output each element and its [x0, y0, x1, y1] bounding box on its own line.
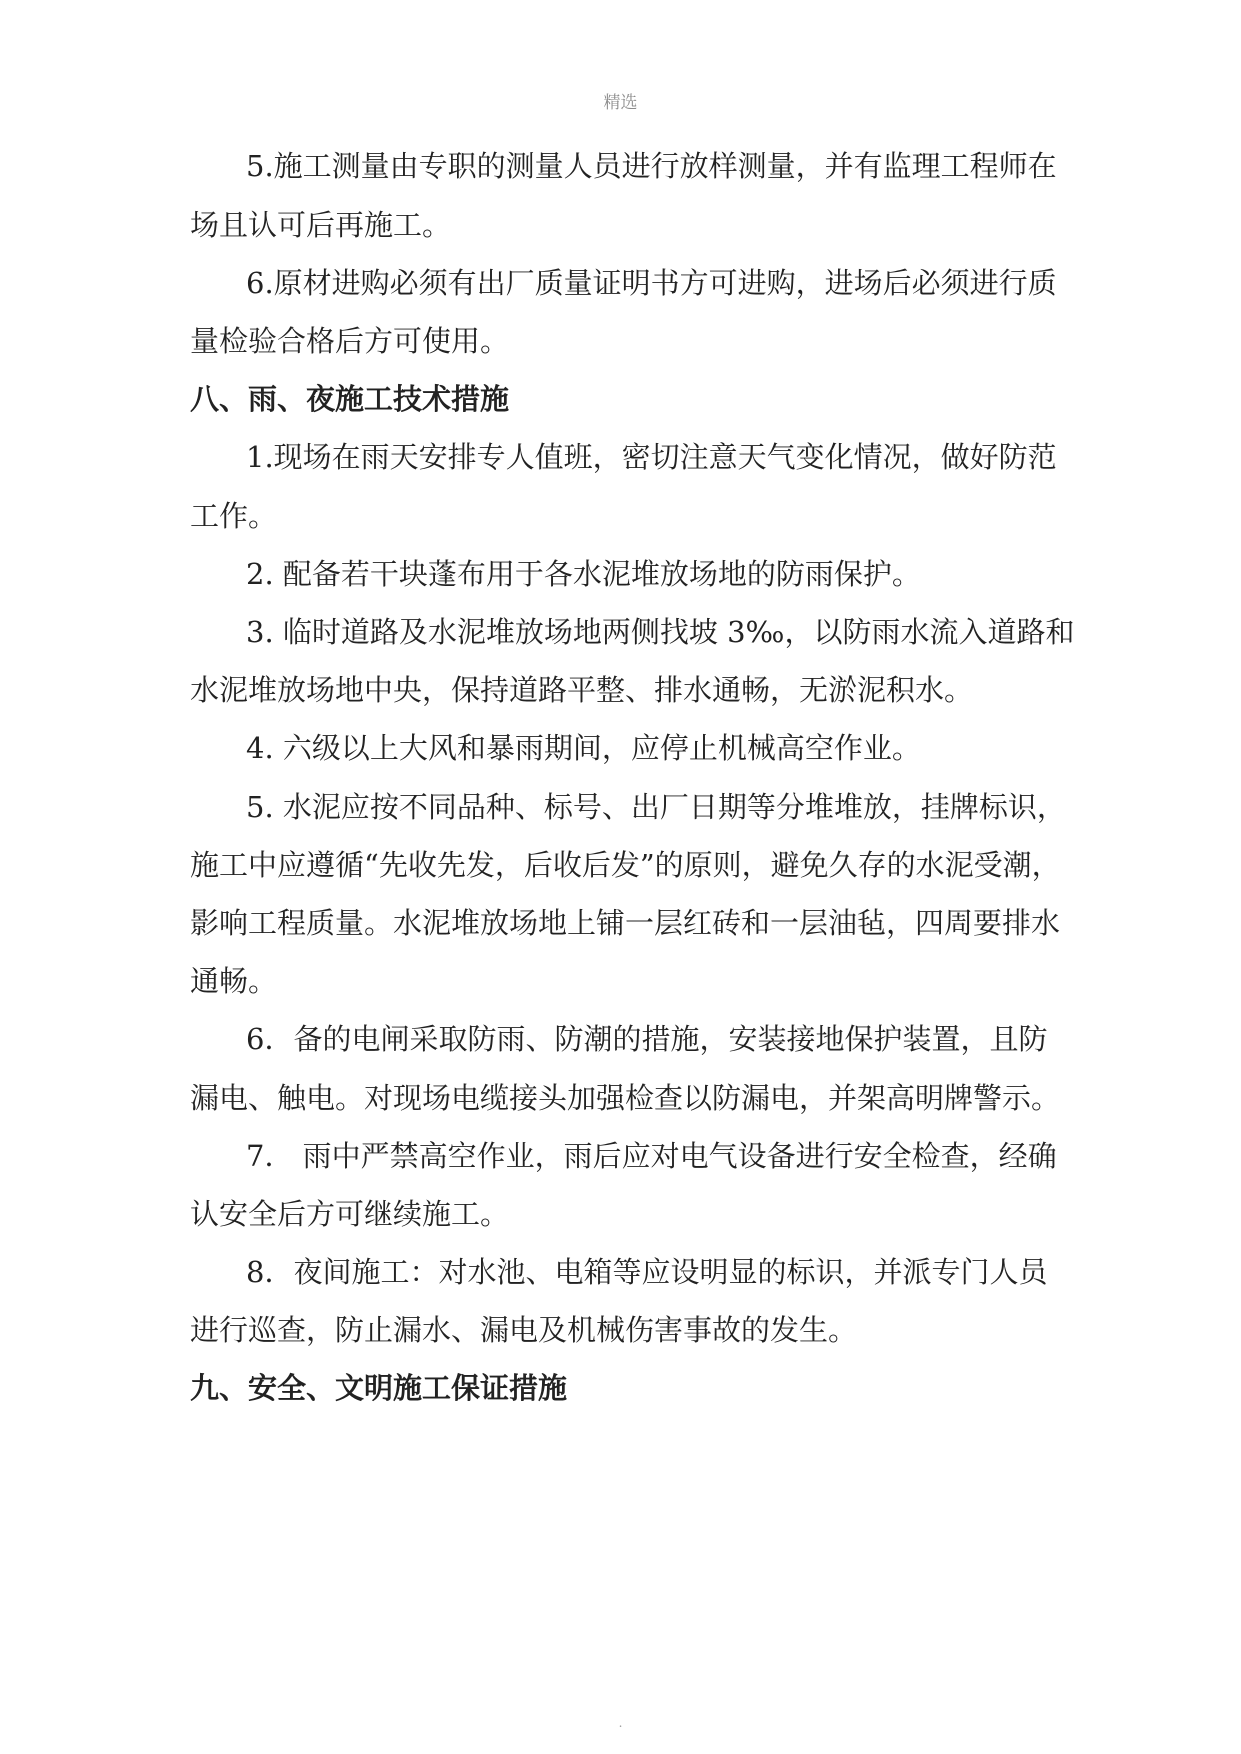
- paragraph-line: 8．夜间施工：对水池、电箱等应设明显的标识，并派专门人员: [246, 1255, 1048, 1289]
- paragraph-line: 水泥堆放场地中央，保持道路平整、排水通畅，无淤泥积水。: [190, 673, 974, 707]
- paragraph-line: 影响工程质量。水泥堆放场地上铺一层红砖和一层油毡，四周要排水: [190, 906, 1061, 940]
- footer-mark: .: [618, 1716, 623, 1730]
- paragraph-line: 施工中应遵循“先收先发，后收后发”的原则，避免久存的水泥受潮，: [190, 848, 1061, 882]
- paragraph-line: 2. 配备若干块蓬布用于各水泥堆放场地的防雨保护。: [246, 557, 921, 591]
- paragraph-line: 6．备的电闸采取防雨、防潮的措施，安装接地保护装置，且防: [246, 1022, 1048, 1056]
- paragraph-line: 5. 水泥应按不同品种、标号、出厂日期等分堆堆放，挂牌标识，: [246, 790, 1066, 824]
- paragraph-line: 漏电、触电。对现场电缆接头加强检查以防漏电，并架高明牌警示。: [190, 1081, 1061, 1115]
- paragraph-line: 工作。: [190, 499, 278, 533]
- paragraph-line: 1.现场在雨天安排专人值班，密切注意天气变化情况，做好防范: [246, 440, 1057, 474]
- section-heading: 九、安全、文明施工保证措施: [190, 1371, 568, 1405]
- page-header: 精选: [603, 93, 638, 113]
- paragraph-line: 7． 雨中严禁高空作业，雨后应对电气设备进行安全检查，经确: [246, 1139, 1057, 1173]
- paragraph-line: 4. 六级以上大风和暴雨期间，应停止机械高空作业。: [246, 731, 921, 765]
- paragraph-line: 场且认可后再施工。: [190, 208, 452, 242]
- paragraph-line: 6.原材进购必须有出厂质量证明书方可进购，进场后必须进行质: [246, 266, 1057, 300]
- paragraph-line: 通畅。: [190, 964, 278, 998]
- paragraph-line: 进行巡查，防止漏水、漏电及机械伤害事故的发生。: [190, 1313, 858, 1347]
- paragraph-line: 5.施工测量由专职的测量人员进行放样测量，并有监理工程师在: [246, 149, 1057, 183]
- paragraph-line: 量检验合格后方可使用。: [190, 324, 510, 358]
- paragraph-line: 3. 临时道路及水泥堆放场地两侧找坡 3‰，以防雨水流入道路和: [246, 615, 1075, 649]
- section-heading: 八、雨、夜施工技术措施: [190, 382, 510, 416]
- paragraph-line: 认安全后方可继续施工。: [190, 1197, 510, 1231]
